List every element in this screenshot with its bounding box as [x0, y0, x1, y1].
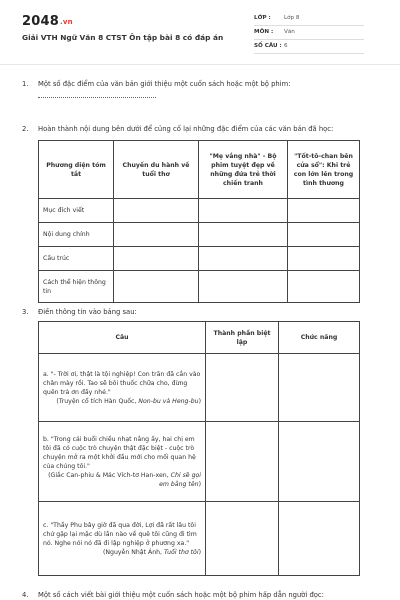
source-author: (Giắc Can-phiu & Mác Vích-tơ Han-xen,	[48, 471, 171, 479]
answer-cell[interactable]	[288, 247, 360, 271]
source-close: )	[198, 548, 201, 556]
source-author: (Truyện cổ tích Hàn Quốc,	[56, 397, 139, 405]
meta-row-count	[254, 40, 364, 54]
row-label: Cấu trúc	[39, 247, 114, 271]
table-header: Thành phần biệt lập	[206, 322, 279, 354]
meta-key: SỐ CÂU :	[254, 43, 282, 49]
answer-cell[interactable]	[206, 502, 279, 576]
quote-source	[43, 397, 201, 406]
source-close: )	[198, 397, 201, 405]
table-header: Phương diện tóm tắt	[39, 141, 114, 199]
source-work: Chỉ sẽ gọi em bằng tên	[159, 471, 201, 488]
meta-row-subject	[254, 26, 364, 40]
page-header	[0, 0, 400, 65]
question-text: Một số đặc điểm của văn bản giới thiệu một cuốn sách hoặc một bộ phim:	[38, 80, 291, 88]
site-logo[interactable]	[22, 14, 73, 29]
quote-cell	[39, 502, 206, 576]
meta-key: LỚP :	[254, 15, 271, 21]
table-header: Chuyến du hành về tuổi thơ	[114, 141, 199, 199]
source-work: Tuổi thơ tôi	[163, 548, 199, 556]
row-label: Nội dung chính	[39, 223, 114, 247]
table-header: "Tốt-tô-chan bên cửa sổ": Khi trẻ con lớn lên trong tình thương	[288, 141, 360, 199]
quote-cell	[39, 422, 206, 502]
answer-cell[interactable]	[206, 422, 279, 502]
answer-cell[interactable]	[279, 422, 360, 502]
question-text: Điền thông tin vào bảng sau:	[38, 308, 137, 316]
answer-cell[interactable]	[114, 247, 199, 271]
answer-cell[interactable]	[288, 199, 360, 223]
answer-cell[interactable]	[199, 223, 288, 247]
question-text: Một số cách viết bài giới thiệu một cuốn sách hoặc một bộ phim hấp dẫn người đọc:	[38, 591, 324, 599]
question-number: 1.	[22, 80, 29, 88]
table-header: "Mẹ vắng nhà" - Bộ phim tuyệt đẹp về những đứa trẻ thời chiến tranh	[199, 141, 288, 199]
answer-cell[interactable]	[114, 271, 199, 303]
quote-source	[43, 471, 201, 489]
answer-cell[interactable]	[199, 199, 288, 223]
table-header: Câu	[39, 322, 206, 354]
quote-text: a. "- Trời ơi, thật là tội nghiệp! Con trăn đã cắn vào chân mày rồi. Tao sẽ bôi thuốc chữa cho, đừng quên trả ơn đấy nhé."	[43, 370, 201, 396]
meta-value: 6	[284, 43, 288, 49]
answer-cell[interactable]	[206, 354, 279, 422]
answer-cell[interactable]	[279, 354, 360, 422]
answer-cell[interactable]	[199, 247, 288, 271]
answer-cell[interactable]	[114, 223, 199, 247]
question-number: 3.	[22, 308, 29, 316]
question-number: 4.	[22, 591, 29, 599]
meta-value: Lớp 8	[284, 15, 300, 21]
row-label: Mục đích viết	[39, 199, 114, 223]
quote-cell	[39, 354, 206, 422]
source-work: Non-bu và Heng-bu	[138, 397, 199, 405]
meta-info	[254, 12, 364, 54]
quote-text: b. "Trong cái buổi chiều nhạt nắng ấy, hai chị em tôi đã có cuộc trò chuyện thật đặc biệt - cuộc trò chuyện mở ra một khởi đầu mới cho mối quan hệ của chúng tôi."	[43, 435, 196, 470]
meta-value: Văn	[284, 29, 295, 35]
logo-suffix: .vn	[59, 18, 73, 26]
answer-cell[interactable]	[279, 502, 360, 576]
answer-cell[interactable]	[199, 271, 288, 303]
quote-source	[43, 548, 201, 557]
document-title: Giải VTH Ngữ Văn 8 CTST Ôn tập bài 8 có đáp án	[22, 33, 224, 42]
answer-cell[interactable]	[288, 223, 360, 247]
meta-key: MÔN :	[254, 29, 274, 35]
question-number: 2.	[22, 125, 29, 133]
meta-row-class	[254, 12, 364, 26]
question-text: Hoàn thành nội dung bên dưới để củng cố lại những đặc điểm của các văn bản đã học:	[38, 125, 334, 133]
answer-line[interactable]	[38, 96, 156, 98]
summary-table	[38, 140, 360, 303]
fill-table	[38, 321, 360, 576]
source-close: )	[198, 480, 201, 488]
answer-cell[interactable]	[288, 271, 360, 303]
source-author: (Nguyễn Nhật Ánh,	[102, 548, 164, 556]
logo-text: 2048	[22, 14, 59, 29]
table-header: Chức năng	[279, 322, 360, 354]
answer-cell[interactable]	[114, 199, 199, 223]
row-label: Cách thể hiện thông tin	[39, 271, 114, 303]
quote-text: c. "Thầy Phu bây giờ đã qua đời, Lợi đã rất lâu tôi chứ gặp lại mặc dù lần nào về quê tôi cũng đi tìm nó. Nghe nói nó đã đi lập nghiệp ở phương xa."	[43, 521, 197, 547]
